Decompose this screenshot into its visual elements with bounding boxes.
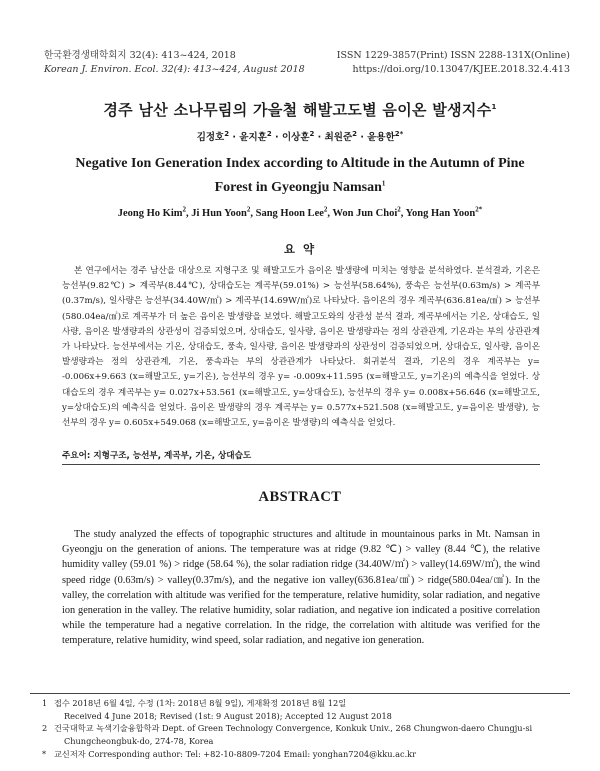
author-separator: ·	[357, 132, 368, 143]
english-author: Jeong Ho Kim	[117, 208, 183, 219]
author-separator: ,	[327, 208, 333, 219]
summary-divider	[62, 464, 540, 465]
keywords-list: 지형구조, 능선부, 계곡부, 기온, 상대습도	[93, 451, 252, 461]
author-separator: ·	[314, 132, 325, 143]
footnote-dates-english: Received 4 June 2018; Revised (1st: 9 August 2018); Accepted 12 August 2018	[64, 710, 392, 721]
korean-summary-text: 본 연구에서는 경주 남산을 대상으로 지형구조 및 해발고도가 음이온 발생량에 미치는 영향을 분석하였다. 분석결과, 기온은 능선부(9.82℃) > 계곡부(8.44℃), 상대습도는 계곡부(59.01%) > 능선부(58.64%), 풍속은 능선부(0.63m/s) > 계곡부(0.37m/s), 일사량은 능선부(34.40W/㎡) > 계곡부(14.69W/㎡)로 나타났다. 음이온의 경우 계곡부(636.81ea/㎤) > 능선부(580.04ea/㎤)로 계곡부가 더 높은 음이온 발생량을 보였다. 해발고도와의 상관성 분석 결과, 계곡부에서는 기온, 상대습도, 일사량, 음이온 발생량과의 상관성이 검증되었으며, 상대습도, 일사량, 음이온 발생량과는 정의 상관관계, 기온과는 부의 상관관계가 나타났다. 능선부에서는 기온, 상대습도, 풍속, 일사량, 음이온 발생량과의 상관성이 검증되었으며, 상대습도, 일사량, 음이온 발생량과는 정의 상관관계, 기온, 풍속과는 부의 상관관계가 나타났다. 회귀분석 결과, 기온의 경우 계곡부는 y= -0.006x+9.663 (x=해발고도, y=기온), 능선부의 경우 y= -0.009x+11.595 (x=해발고도, y=기온)의 예측식을 얻었다. 상대습도의 경우 계곡부는 y= 0.027x+53.561 (x=해발고도, y=상대습도), 능선부의 경우 y= 0.008x+56.646 (x=해발고도, y=상대습도)의 예측식을 얻었다. 음이온 발생량의 경우 계곡부는 y= 0.577x+521.508 (x=해발고도, y=음이온 발생량), 능선부의 경우 y= 0.605x+549.068 (x=해발고도, y=음이온 발생량)의 예측식을 얻었다.	[62, 266, 540, 429]
journal-identifiers	[337, 49, 570, 77]
english-author: Ji Hun Yoon	[191, 208, 247, 219]
journal-citation	[44, 49, 305, 77]
affiliation-mark: 2*	[394, 129, 404, 138]
journal-english: Korean J. Environ. Ecol. 32(4): 413~424, August 2018	[44, 64, 305, 75]
footnote-affiliation	[42, 722, 572, 735]
footnote-mark: 1	[42, 698, 48, 708]
korean-author: 윤지훈	[239, 132, 267, 143]
footnote-mark: 2	[42, 723, 48, 734]
korean-author: 이상훈	[281, 132, 310, 143]
korean-authors	[0, 129, 600, 143]
affiliation-mark: 2	[182, 205, 186, 214]
footnote-dates	[42, 697, 572, 710]
footnote-dates-korean: 접수 2018년 6월 4일, 수정 (1차: 2018년 8월 9일), 게재확정 2018년 8월 12일	[54, 698, 347, 708]
author-separator: ,	[250, 208, 256, 219]
affiliation-mark: 2	[352, 129, 358, 138]
author-separator: ,	[400, 208, 406, 219]
english-title-footnote-mark: 1	[381, 179, 386, 188]
affiliation-mark: 2	[323, 205, 328, 214]
footnote-mark: *	[42, 748, 47, 759]
english-title	[70, 152, 530, 200]
affiliation-mark: 2	[224, 129, 230, 138]
korean-title	[0, 99, 600, 120]
affiliation-mark: 2	[246, 205, 251, 214]
doi-link[interactable]: https://doi.org/10.13047/KJEE.2018.32.4.413	[352, 64, 570, 75]
footnotes	[42, 697, 572, 761]
abstract	[62, 527, 540, 649]
affiliation-mark: 2	[397, 205, 401, 214]
footnote-corresponding-author	[42, 748, 572, 761]
author-separator: ·	[229, 132, 240, 143]
footnote-affiliation-address: Chungcheongbuk-do, 274-78, Korea	[64, 736, 214, 747]
abstract-heading: ABSTRACT	[258, 489, 342, 505]
korean-author: 윤용한	[367, 132, 395, 143]
affiliation-mark: 2*	[475, 205, 483, 214]
keywords-label: 주요어:	[62, 451, 91, 461]
english-title-text: Negative Ion Generation Index according to Altitude in the Autumn of Pine Forest in Gyeongju Namsan	[75, 156, 525, 195]
english-author: Won Jun Choi	[332, 208, 398, 219]
affiliation-mark: 2	[309, 129, 315, 138]
footnote-corresponding-text: 교신저자 Corresponding author: Tel: +82-10-8809-7204 Email: yonghan7204@kku.ac.kr	[54, 748, 417, 759]
english-author: Sang Hoon Lee	[255, 208, 324, 219]
author-separator: ,	[185, 208, 192, 219]
journal-korean: 한국환경생태학회지 32(4): 413~424, 2018	[44, 50, 236, 61]
korean-summary	[62, 264, 540, 431]
abstract-text: The study analyzed the effects of topographic structures and altitude in mountainous parks in Mt. Namsan in Gyeongju on the generation of anions. The temperature was at ridge (9.82 ℃) > valley (8.44 ℃), the relative humidity valley (59.01 %) > ridge (58.64 %), the solar radiation ridge (34.40W/㎡) > valley(14.69W/㎡), the wind speed ridge (0.63m/s) > valley(0.37m/s), and the negative ion valley(636.81ea/㎤) > ridge(580.04ea/㎤). In the valley, the correlation with altitude was verified for the temperature, relative humidity, solar radiation, and negative ion generation in the valley. The relative humidity, solar radiation, and negative ion indicated a positive correlation while the temperature had a negative correlation. In the ridge, the correlation with altitude was verified for the temperature, relative humidity, wind speed, solar radiation, and negative ion generation.	[62, 529, 540, 647]
author-separator: ·	[271, 132, 282, 143]
korean-author: 최원준	[324, 132, 353, 143]
korean-title-text: 경주 남산 소나무림의 가을철 해발고도별 음이온 발생지수	[103, 101, 492, 119]
footnote-divider	[30, 693, 570, 694]
footnote-affiliation-text: 건국대학교 녹색기술융합학과 Dept. of Green Technology Convergence, Konkuk Univ., 268 Chungwon-daero Chungju-si	[54, 723, 533, 734]
english-author: Yong Han Yoon	[405, 208, 476, 219]
korean-summary-heading: 요 약	[283, 242, 317, 256]
affiliation-mark: 2	[266, 129, 272, 138]
issn: ISSN 1229-3857(Print) ISSN 2288-131X(Online)	[336, 50, 570, 61]
keywords	[62, 449, 540, 461]
korean-author: 김정호	[196, 132, 225, 143]
korean-title-footnote-mark: 1	[491, 103, 497, 111]
english-authors	[0, 205, 600, 219]
